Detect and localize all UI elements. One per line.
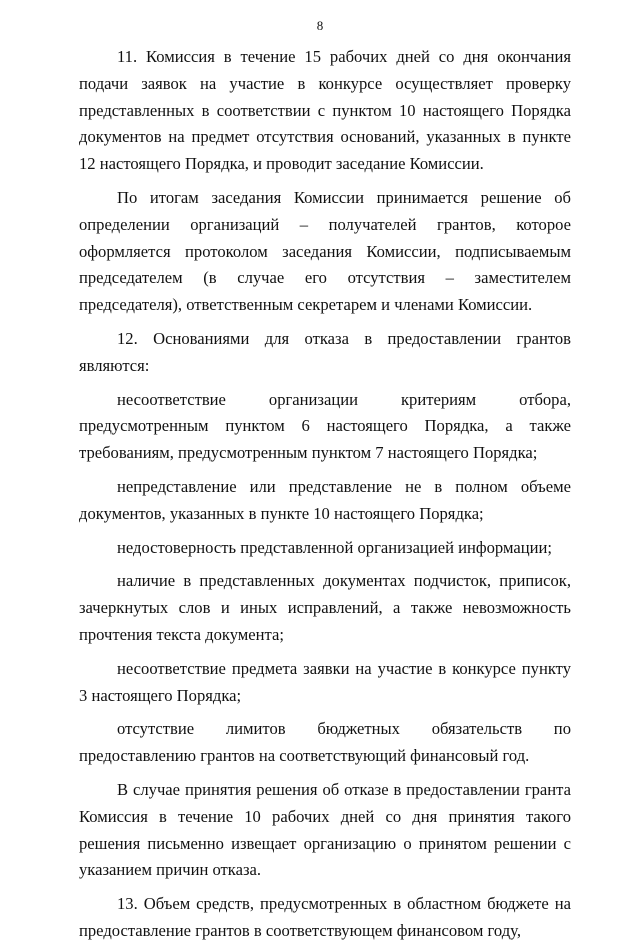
paragraph-12-refusal-grounds: 12. Основаниями для отказа в предоставлении грантов являются: (79, 328, 571, 375)
document-body (79, 44, 571, 945)
paragraph-commission-decision: По итогам заседания Комиссии принимается решение об определении организаций – получателей грантов, которое оформляется протоколом заседания Комиссии, подписываемым председателем (в случае его отсутствия – заместителем председателя), ответственным секретарем и членами Комиссии. (79, 187, 571, 315)
paragraph-refusal-notice: В случае принятия решения об отказе в предоставлении гранта Комиссия в течение 10 рабочих дней со дня принятия такого решения письменно извещает организацию о принятом решении с указанием причин отказа. (79, 779, 571, 880)
paragraph-ground-criteria: несоответствие организации критериям отбора, предусмотренным пунктом 6 настоящего Порядка, а также требованиям, предусмотренным пунктом 7 настоящего Порядка; (79, 389, 571, 463)
paragraph-ground-limits: отсутствие лимитов бюджетных обязательств по предоставлению грантов на соответствующий финансовый год. (79, 719, 571, 766)
paragraph-ground-subject: несоответствие предмета заявки на участие в конкурсе пункту 3 настоящего Порядка; (79, 658, 571, 705)
page-number: 8 (316, 18, 324, 33)
paragraph-ground-false-info: недостоверность представленной организацией информации; (117, 537, 552, 557)
paragraph-11-review: 11. Комиссия в течение 15 рабочих дней со дня окончания подачи заявок на участие в конкурсе осуществляет проверку представленных в соответствии с пунктом 10 настоящего Порядка документов на предмет отсутствия оснований, указанных в пункте 12 настоящего Порядка, и проводит заседание Комиссии. (79, 47, 571, 174)
paragraph-ground-documents: непредставление или представление не в полном объеме документов, указанных в пункте 10 настоящего Порядка; (79, 476, 571, 523)
paragraph-ground-corrections: наличие в представленных документах подчисток, приписок, зачеркнутых слов и иных исправлений, а также невозможность прочтения текста документа; (79, 571, 571, 644)
paragraph-13-funding: 13. Объем средств, предусмотренных в областном бюджете на предоставление грантов в соответствующем финансовом году, (79, 894, 571, 940)
